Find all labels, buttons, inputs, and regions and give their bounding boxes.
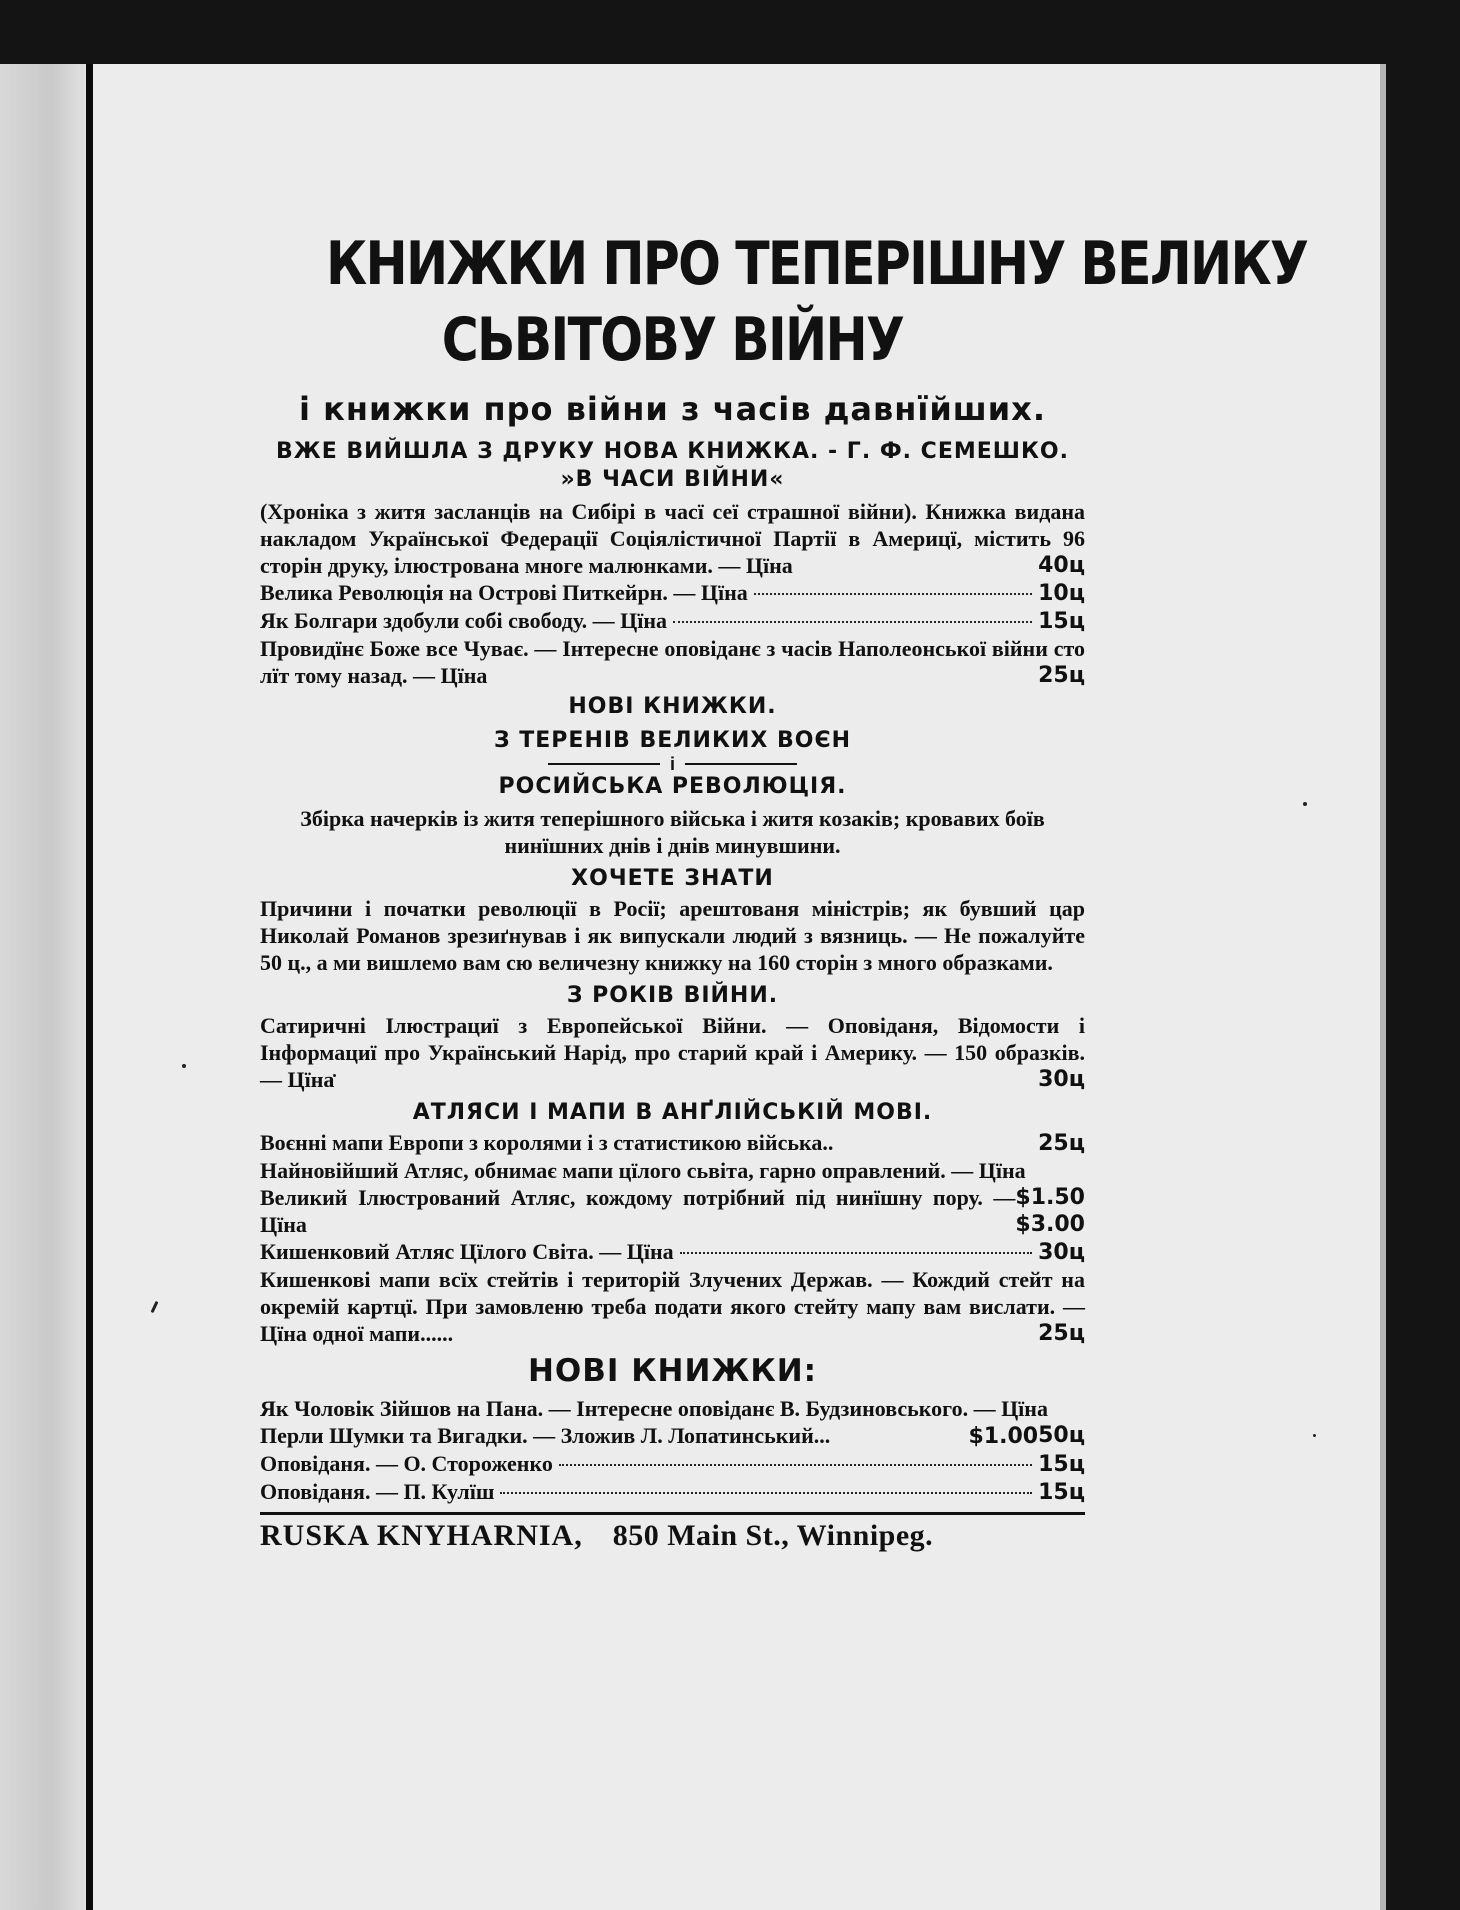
atlas-price: 25ц	[1038, 1131, 1085, 1156]
war-years-description: Сатиричні Ілюстрациї з Европейської Війни. — Оповіданя, Відомости і Інформациї про Український Нарід, про старий край і Америку. — 150 образків. — Цїна 30ц	[260, 1013, 1085, 1092]
bookstore-footer	[260, 1519, 1085, 1553]
footer-rule	[260, 1512, 1085, 1515]
book-listing	[260, 1478, 1085, 1506]
atlas-title: Кишенковий Атляс Цїлого Світа. — Цїна	[260, 1239, 674, 1264]
want-to-know-description: Причини і початки революції в Росії; арештованя міністрів; як бувший цар Николай Романов зрезиґнував і як випускали людий з вязниць. — Не пожалуйте 50 ц., а ми вишлемо вам сю величезну книжку на 160 сторін з много образками.	[260, 896, 1085, 975]
atlas-listing: Великий Ілюстрований Атляс, кождому потрібний під нинїшну пору. — Цїна $3.00	[260, 1185, 1085, 1237]
war-years-price: 30ц	[1038, 1067, 1085, 1092]
atlas-listing	[260, 1129, 1085, 1157]
advertisement-content	[260, 226, 1308, 1553]
atlas-price: $1.50	[1015, 1185, 1085, 1210]
book-listing	[260, 607, 1085, 635]
russian-revolution-title: РОСИЙСЬКА РЕВОЛЮЦІЯ.	[498, 774, 847, 799]
previous-page-edge	[0, 64, 86, 1910]
featured-book-title: »В ЧАСИ ВІЙНИ«	[560, 467, 785, 492]
book-price: $1.00	[968, 1424, 1039, 1449]
book-price: 10ц	[1038, 581, 1085, 606]
main-title-line-1: КНИЖКИ ПРО ТЕПЕРІШНУ ВЕЛИКУ	[326, 229, 1308, 299]
book-listing: Як Чоловік Зійшов на Пана. — Інтересне оповіданє В. Будзиновського. — Цїна 50ц	[260, 1396, 1085, 1448]
book-price: 15ц	[1038, 1480, 1085, 1505]
war-terrains-title: З ТЕРЕНІВ ВЕЛИКИХ ВОЄН	[493, 728, 852, 753]
book-listing	[260, 1422, 1038, 1450]
atlas-title: Воєнні мапи Европи з королями і з статистикою війська..	[260, 1130, 834, 1155]
store-name: RUSKA KNYHARNIA,	[260, 1519, 583, 1552]
want-to-know-heading: ХОЧЕТЕ ЗНАТИ	[571, 866, 774, 891]
book-title: Як Болгари здобули собі свободу. — Цїна	[260, 608, 668, 633]
subtitle: і книжки про війни з часів давнїйших.	[299, 390, 1046, 428]
book-listing	[260, 1450, 1085, 1478]
new-books-heading: НОВІ КНИЖКИ.	[568, 694, 777, 719]
book-price: 15ц	[1038, 1452, 1085, 1477]
book-title: Перли Шумки та Вигадки. — Зложив Л. Лопатинський...	[260, 1423, 831, 1448]
page-right-edge	[1380, 64, 1386, 1910]
atlas-listing	[260, 1238, 1085, 1266]
book-title: Оповіданя. — О. Стороженко	[260, 1451, 553, 1476]
binding-gutter	[86, 64, 93, 1910]
atlas-listing: Найновійший Атляс, обнимає мапи цїлого сьвіта, гарно оправлений. — Цїна $1.50	[260, 1158, 1085, 1210]
book-price: 25ц	[1038, 663, 1085, 688]
store-address: 850 Main St., Winnipeg.	[612, 1519, 934, 1552]
title-divider: і	[260, 755, 1085, 773]
featured-book-price: 40ц	[1038, 553, 1085, 578]
atlases-heading: АТЛЯСИ І МАПИ В АНҐЛІЙСЬКІЙ МОВІ.	[412, 1100, 933, 1125]
book-price: 15ц	[1038, 609, 1085, 634]
book-listing-providence: Провидїнє Боже все Чуває. — Інтересне оповіданє з часів Наполеонської війни сто лїт тому назад. — Цїна 25ц	[260, 636, 1085, 688]
book-price: 50ц	[1038, 1423, 1085, 1448]
book-title: Оповіданя. — П. Кулїш	[260, 1479, 495, 1504]
atlas-listing: Кишенкові мапи всїх стейтів і територій Злучених Держав. — Кождий стейт на окремій картцї. При замовленю треба подати якого стейту мапу вам вислати. — Цїна одної мапи...... 25ц	[260, 1267, 1085, 1346]
new-books-heading-2: НОВІ КНИЖКИ:	[527, 1353, 818, 1389]
war-terrains-description: Збірка начерків із житя теперішного війська і житя козаків; кровавих боїв нинїшних днів і днів минувшини.	[300, 806, 1045, 858]
featured-book-description: (Хроніка з житя засланців на Сибірі в часї сеї страшної війни). Книжка видана накладом Української Федерації Соціялістичної Партії в Америцї, містить 96 сторін друку, ілюстрована многе малюнками. — Цїна 40ц	[260, 499, 1085, 578]
atlas-price: 25ц	[1038, 1321, 1085, 1346]
book-listing	[260, 579, 1085, 607]
atlas-price: 30ц	[1038, 1240, 1085, 1265]
book-title: Велика Революція на Острові Питкейрн. — Цїна	[260, 580, 748, 605]
atlas-price: $3.00	[1015, 1212, 1085, 1237]
war-years-heading: З РОКІВ ВІЙНИ.	[566, 983, 779, 1008]
announcement-heading: ВЖЕ ВИЙШЛА З ДРУКУ НОВА КНИЖКА. - Г. Ф. СЕМЕШКО.	[276, 439, 1069, 464]
main-title-line-2: СЬВІТОВУ ВІЙНУ	[441, 305, 904, 375]
